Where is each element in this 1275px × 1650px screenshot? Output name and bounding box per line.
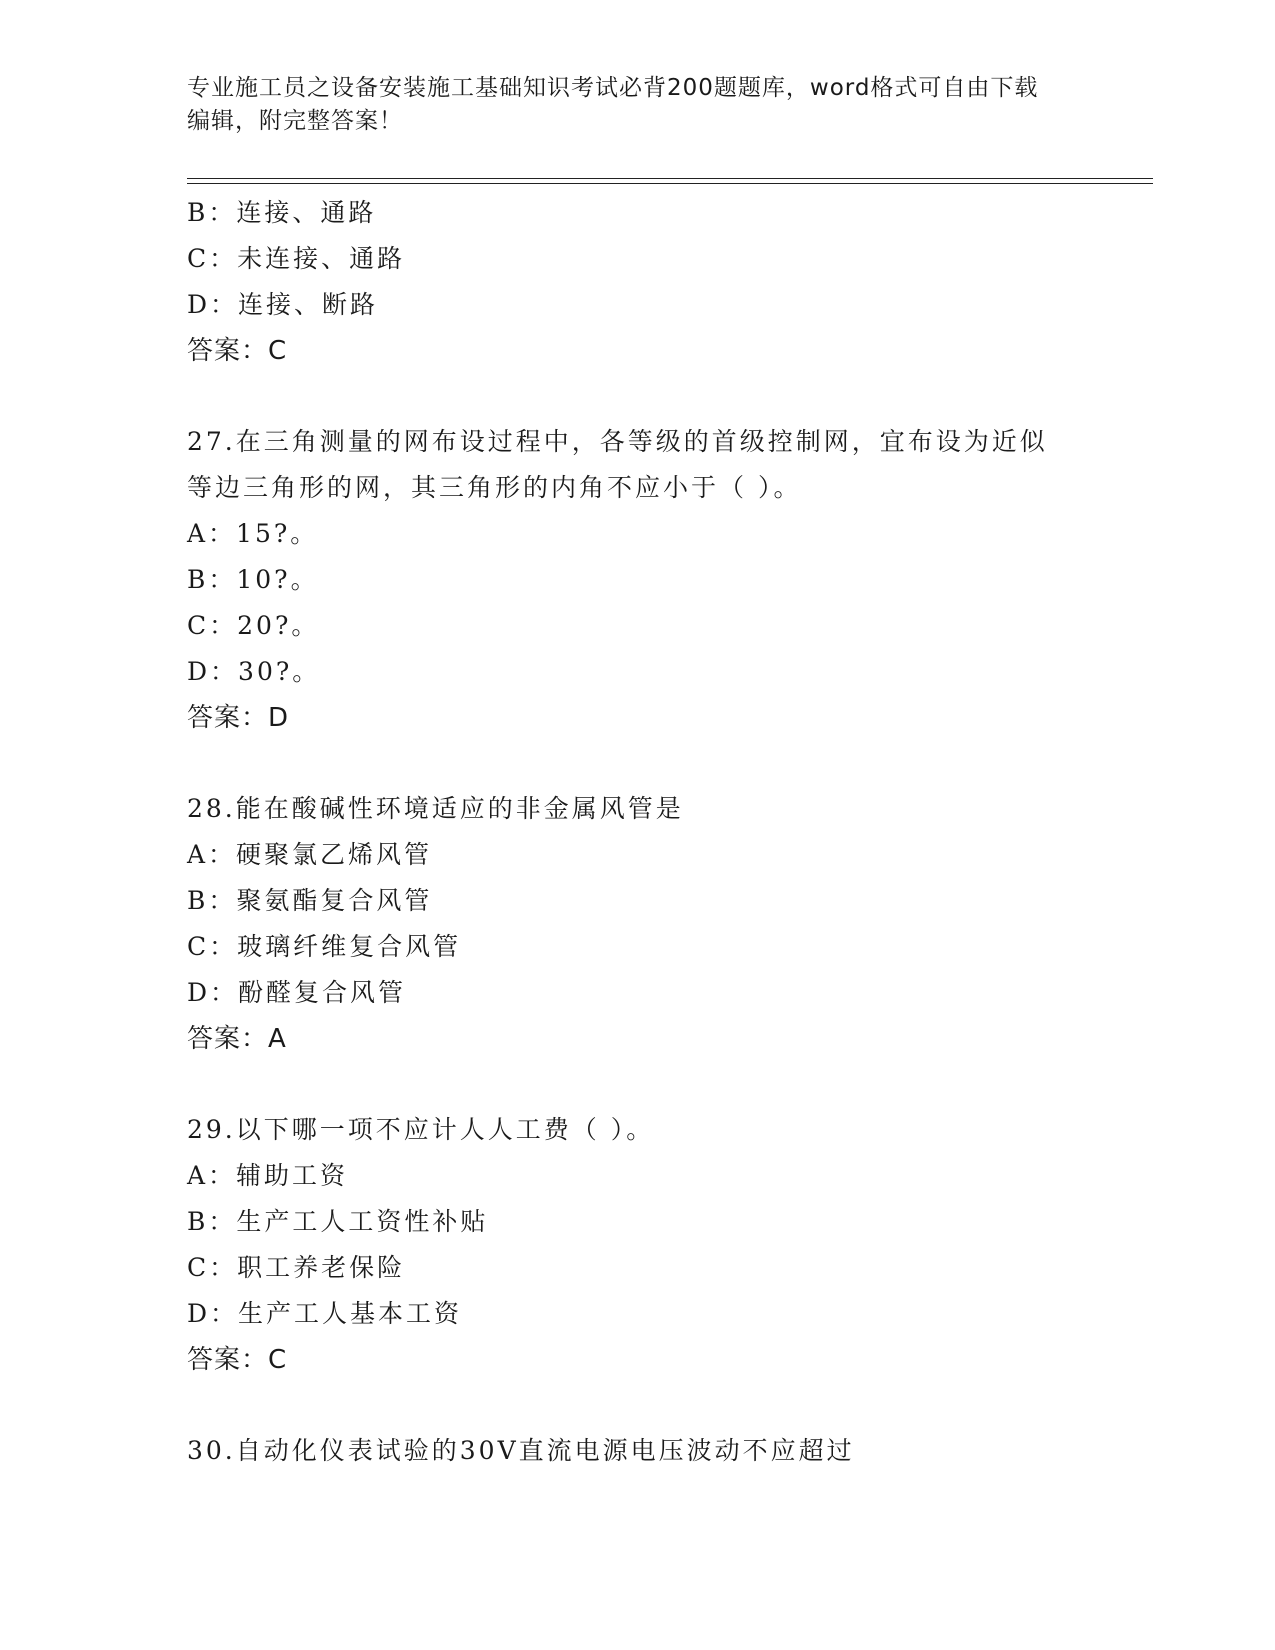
answer-line: 答案：C: [187, 336, 288, 366]
question-text: 28.能在酸碱性环境适应的非金属风管是: [187, 794, 684, 823]
option-b: B：聚氨酯复合风管: [187, 886, 433, 915]
document-header: [187, 72, 1067, 138]
question-block-30: [187, 1428, 1087, 1474]
option-b: B：生产工人工资性补贴: [187, 1207, 489, 1236]
answer-line: 答案：A: [187, 1024, 287, 1054]
question-block-28: [187, 786, 1087, 1062]
header-title-line2: 编辑，附完整答案！: [187, 108, 403, 134]
option-a: A：15?。: [187, 519, 319, 548]
option-a: A：辅助工资: [187, 1161, 349, 1190]
spacer: [187, 741, 1087, 786]
question-block-27: [187, 419, 1087, 741]
header-divider-top: [187, 178, 1153, 179]
question-block-26: [187, 190, 1087, 374]
question-text-line1: 27.在三角测量的网布设过程中，各等级的首级控制网，宜布设为近似: [187, 427, 1048, 456]
option-b: B：10?。: [187, 565, 319, 594]
option-d: D：生产工人基本工资: [187, 1299, 463, 1328]
option-a: A：硬聚氯乙烯风管: [187, 840, 433, 869]
question-text: 30.自动化仪表试验的30V直流电源电压波动不应超过: [187, 1436, 855, 1465]
answer-line: 答案：C: [187, 1345, 288, 1375]
spacer: [187, 374, 1087, 419]
spacer: [187, 1383, 1087, 1428]
option-d: D：连接、断路: [187, 290, 379, 319]
option-c: C：20?。: [187, 611, 320, 640]
question-list: [187, 190, 1087, 1474]
option-c: C：未连接、通路: [187, 244, 406, 273]
option-c: C：玻璃纤维复合风管: [187, 932, 462, 961]
header-divider-bottom: [187, 183, 1153, 184]
header-title-line1: 专业施工员之设备安装施工基础知识考试必背200题题库，word格式可自由下载: [187, 75, 1039, 101]
option-c: C：职工养老保险: [187, 1253, 406, 1282]
question-text: 29.以下哪一项不应计人人工费（ ）。: [187, 1115, 655, 1144]
question-block-29: [187, 1107, 1087, 1383]
spacer: [187, 1062, 1087, 1107]
option-d: D：酚醛复合风管: [187, 978, 407, 1007]
answer-line: 答案：D: [187, 703, 290, 733]
question-text-line2: 等边三角形的网，其三角形的内角不应小于（ ）。: [187, 473, 802, 502]
option-d: D：30?。: [187, 657, 321, 686]
option-b: B：连接、通路: [187, 198, 377, 227]
